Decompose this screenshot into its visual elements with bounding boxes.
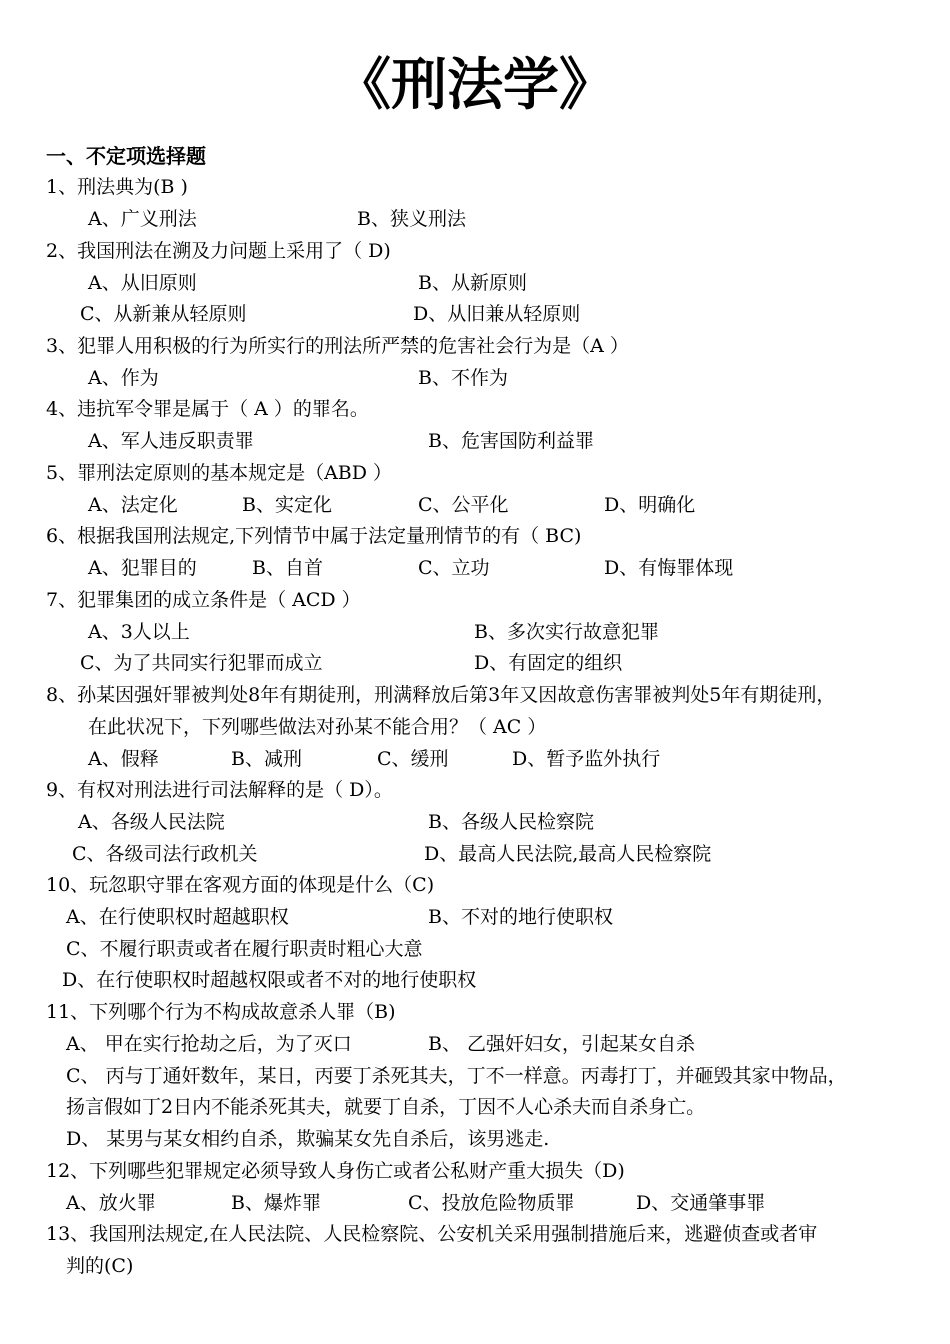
question-2-option-a: A、从旧原则	[88, 272, 197, 294]
question-2-option-d: D、从旧兼从轻原则	[413, 303, 581, 325]
question-4-stem: 4、违抗军令罪是属于（ A ）的罪名。	[46, 398, 369, 420]
question-1-stem: 1、刑法典为(B )	[46, 176, 188, 198]
question-9-option-b: B、各级人民检察院	[428, 811, 594, 833]
question-9-stem: 9、有权对刑法进行司法解释的是（ D）。	[46, 779, 393, 801]
question-2-stem: 2、我国刑法在溯及力问题上采用了（ D)	[46, 240, 391, 262]
question-2-option-b: B、从新原则	[418, 272, 527, 294]
question-9-option-d: D、最高人民法院,最高人民检察院	[424, 843, 712, 865]
question-6-option-b: B、自首	[252, 557, 323, 579]
question-3-stem: 3、犯罪人用积极的行为所实行的刑法所严禁的危害社会行为是（A ）	[46, 335, 629, 357]
question-9-option-c: C、各级司法行政机关	[72, 843, 258, 865]
question-8-stem-line-1: 8、孙某因强奸罪被判处8年有期徒刑，刑满释放后第3年又因故意伤害罪被判处5年有期徒刑，	[46, 684, 836, 706]
question-6-stem: 6、根据我国刑法规定,下列情节中属于法定量刑情节的有（ BC)	[46, 525, 582, 547]
question-7-option-c: C、为了共同实行犯罪而成立	[80, 652, 323, 674]
question-7-option-a: A、3人以上	[88, 621, 190, 643]
question-5-option-a: A、法定化	[88, 494, 178, 516]
question-3-option-b: B、不作为	[418, 367, 508, 389]
question-11-option-c-continued: 扬言假如丁2日内不能杀死其夫，就要丁自杀，丁因不人心杀夫而自杀身亡。	[66, 1096, 706, 1118]
question-7-stem: 7、犯罪集团的成立条件是（ ACD ）	[46, 589, 361, 611]
section-heading: 一、不定项选择题	[46, 144, 206, 168]
question-5-option-b: B、实定化	[242, 494, 332, 516]
question-12-stem: 12、下列哪些犯罪规定必须导致人身伤亡或者公私财产重大损失（D)	[46, 1160, 625, 1182]
question-4-option-a: A、军人违反职责罪	[88, 430, 254, 452]
question-1-option-b: B、狭义刑法	[357, 208, 466, 230]
question-8-option-c: C、缓刑	[377, 748, 449, 770]
question-8-stem-line-2: 在此状况下，下列哪些做法对孙某不能合用？（ AC ）	[88, 716, 547, 738]
question-6-option-a: A、犯罪目的	[88, 557, 197, 579]
question-6-option-d: D、有悔罪体现	[604, 557, 734, 579]
question-12-option-a: A、放火罪	[66, 1192, 156, 1214]
question-10-stem: 10、玩忽职守罪在客观方面的体现是什么（C)	[46, 874, 435, 896]
question-11-stem: 11、下列哪个行为不构成故意杀人罪（B)	[46, 1001, 396, 1023]
question-8-option-b: B、减刑	[231, 748, 302, 770]
question-10-option-b: B、不对的地行使职权	[428, 906, 613, 928]
question-13-stem-line-1: 13、我国刑法规定,在人民法院、人民检察院、公安机关采用强制措施后来，逃避侦查或者审	[46, 1223, 818, 1245]
question-5-option-c: C、公平化	[418, 494, 509, 516]
question-9-option-a: A、各级人民法院	[78, 811, 225, 833]
question-12-option-d: D、交通肇事罪	[636, 1192, 766, 1214]
question-11-option-c: C、 丙与丁通奸数年，某日，丙要丁杀死其夫，丁不一样意。丙毒打丁，并砸毁其家中物品，	[66, 1065, 847, 1087]
question-7-option-d: D、有固定的组织	[474, 652, 623, 674]
question-3-option-a: A、作为	[88, 367, 159, 389]
question-8-option-a: A、假释	[88, 748, 159, 770]
question-2-option-c: C、从新兼从轻原则	[80, 303, 247, 325]
question-8-option-d: D、暂予监外执行	[512, 748, 661, 770]
question-4-option-b: B、危害国防利益罪	[428, 430, 594, 452]
question-6-option-c: C、立功	[418, 557, 490, 579]
question-11-option-a: A、 甲在实行抢劫之后，为了灭口	[66, 1033, 352, 1055]
question-12-option-c: C、投放危险物质罪	[408, 1192, 575, 1214]
question-11-option-d: D、 某男与某女相约自杀，欺骗某女先自杀后，该男逃走.	[66, 1128, 550, 1150]
question-5-stem: 5、罪刑法定原则的基本规定是（ABD ）	[46, 462, 393, 484]
question-1-option-a: A、广义刑法	[88, 208, 197, 230]
document-title: 《刑法学》	[335, 53, 615, 118]
question-7-option-b: B、多次实行故意犯罪	[474, 621, 659, 643]
question-12-option-b: B、爆炸罪	[231, 1192, 321, 1214]
question-10-option-c: C、不履行职责或者在履行职责时粗心大意	[66, 938, 423, 960]
question-5-option-d: D、明确化	[604, 494, 696, 516]
question-10-option-d: D、在行使职权时超越权限或者不对的地行使职权	[62, 969, 477, 991]
question-13-stem-line-2: 判的(C)	[66, 1255, 134, 1277]
question-11-option-b: B、 乙强奸妇女，引起某女自杀	[428, 1033, 696, 1055]
question-10-option-a: A、在行使职权时超越职权	[66, 906, 289, 928]
